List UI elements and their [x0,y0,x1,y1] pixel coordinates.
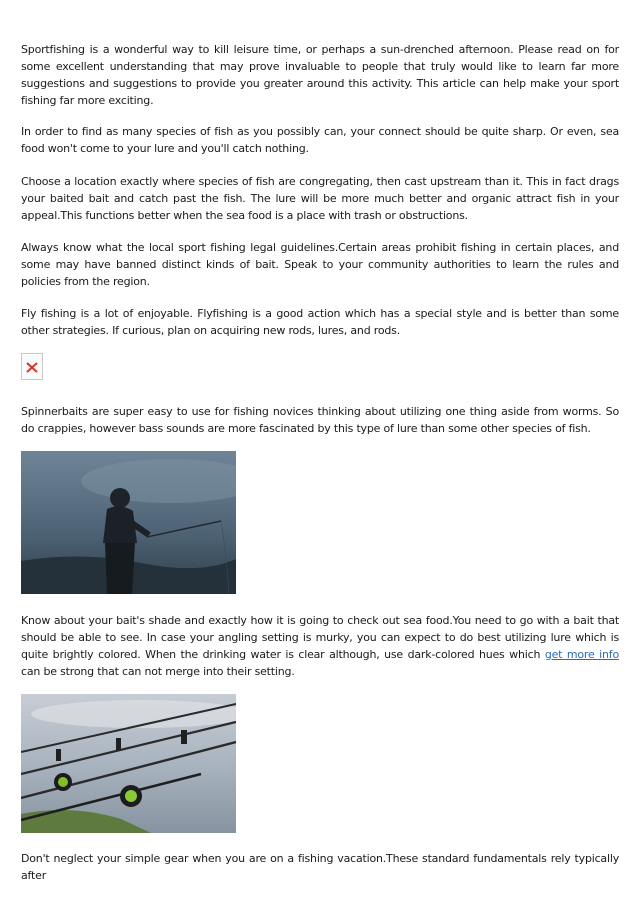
photo-fishing-rods [21,694,236,833]
paragraph-intro: Sportfishing is a wonderful way to kill leisure time, or perhaps a sun-drenched afternoon. Please read on for some excellent understanding that may prove invaluable to people that truly would like to learn far more suggestions and suggestions to provide you greater around this activity. This article can help make your sport fishing far more exciting. [21,43,619,107]
get-more-info-link[interactable]: get more info [544,648,619,661]
paragraph-location: Choose a location exactly where species of fish are congregating, then cast upstream than it. This in fact drags your baited bait and catch past the fish. The lure will be more much better and organic attract fish in your appeal.This functions better when the sea food is a place with trash or obstructions. [21,175,619,222]
paragraph-gear: Don't neglect your simple gear when you are on a fishing vacation.These standard fundamentals rely typically after [21,852,619,882]
paragraph-spinnerbaits: Spinnerbaits are super easy to use for fishing novices thinking about utilizing one thing aside from worms. So do crappies, however bass sounds are more fascinated by this type of lure than some other species of fish. [21,405,619,435]
paragraph-legal: Always know what the local sport fishing legal guidelines.Certain areas prohibit fishing in certain places, and some may have banned distinct kinds of bait. Speak to your community authorities to learn the rules and policies from the region. [21,241,619,288]
paragraph-hook: In order to find as many species of fish as you possibly can, your connect should be quite sharp. Or even, sea food won't come to your lure and you'll catch nothing. [21,125,619,155]
broken-image-icon [21,353,43,380]
paragraph-fly-fishing: Fly fishing is a lot of enjoyable. Flyfishing is a good action which has a special style and is better than some other strategies. If curious, plan on acquiring new rods, lures, and rods. [21,307,619,337]
photo-child-fishing [21,451,236,594]
paragraph-bait-color: Know about your bait's shade and exactly how it is going to check out sea food.You need to go with a bait that should be able to see. In case your angling setting is murky, you can expect to do best utilizing lure which is quite brightly colored. When the drinking water is clear although, use dark-colored hues which get more info can be strong that can not merge into their setting. [21,614,619,678]
